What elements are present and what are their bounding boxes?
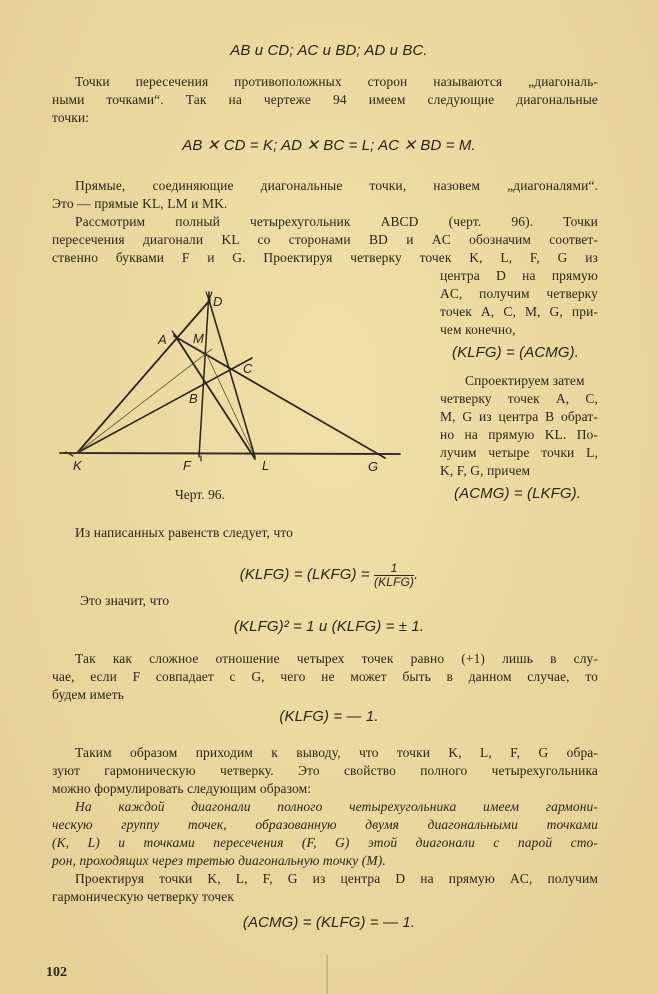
- point-label-C: C: [243, 361, 253, 376]
- paragraph-2-line-1: Прямые, соединяющие диагональные точки, назовем „диагоналями“.: [75, 178, 598, 193]
- theorem-line-3: (K, L) и точками пересечения (F, G) этой диагонали с парой сто-: [52, 835, 598, 850]
- point-label-K: K: [73, 458, 82, 473]
- point-label-L: L: [262, 458, 270, 473]
- equation-end: .: [413, 566, 419, 583]
- equation-minus-one: (KLFG) = — 1.: [279, 708, 379, 725]
- theorem-line-4: рон, проходящих через третью диагональную точку (M).: [52, 853, 386, 868]
- paragraph-6-line-1: Так как сложное отношение четырех точек равно (+1) лишь в слу-: [75, 651, 598, 666]
- paragraph-7-line-3: можно формулировать следующим образом:: [52, 781, 312, 796]
- point-label-F: F: [183, 458, 191, 473]
- paragraph-4: Из написанных равенств следует, что: [75, 525, 294, 540]
- right-col-line-5: Спроектируем затем: [465, 373, 585, 388]
- equation-left: (KLFG) = (LKFG) =: [239, 566, 375, 583]
- right-col-line-3: точек A, C, M, G, при-: [440, 304, 598, 319]
- fraction-numerator: 1: [374, 562, 414, 576]
- equation-final: (ACMG) = (KLFG) = — 1.: [242, 914, 416, 931]
- theorem-line-2: ческую группу точек, образованную двумя диагональными точками: [52, 817, 598, 832]
- page-crease: [326, 955, 328, 994]
- paragraph-7-line-2: зуют гармоническую четверку. Это свойство полного четырехугольника: [52, 763, 598, 778]
- paragraph-6-line-3: будем иметь: [52, 687, 124, 702]
- paragraph-6-line-2: чае, если F совпадает с G, чего не может быть в данном случае, то: [52, 669, 598, 684]
- line-sides-pairs: AB и CD; AC и BD; AD и BC.: [230, 42, 428, 59]
- point-label-D: D: [213, 294, 223, 309]
- paragraph-3-line-3: ственно буквами F и G. Проектируя четверку точек K, L, F, G из: [52, 250, 598, 265]
- point-label-A: A: [158, 332, 167, 347]
- right-col-line-9: лучим четыре точки L,: [440, 445, 598, 460]
- paragraph-5: Это значит, что: [80, 593, 170, 608]
- theorem-line-1: На каждой диагонали полного четырехугольника имеем гармони-: [75, 799, 598, 814]
- right-col-line-1: центра D на прямую: [440, 268, 598, 283]
- page-number: 102: [46, 965, 67, 980]
- equation-diagonal-points: AB ✕ CD = K; AD ✕ BC = L; AC ✕ BD = M.: [182, 137, 476, 154]
- paragraph-8-line-2: гармоническую четверку точек: [52, 889, 234, 904]
- paragraph-8-line-1: Проектируя точки K, L, F, G из центра D на прямую AC, получим: [75, 871, 598, 886]
- fraction: [374, 562, 414, 589]
- paragraph-1-line-2: ными точками“. Так на чертеже 94 имеем следующие диагональные: [52, 92, 598, 107]
- equation-square: (KLFG)² = 1 и (KLFG) = ± 1.: [233, 618, 425, 635]
- paragraph-3-line-2: пересечения диагонали KL со сторонами BD и AC обозначим соответ-: [52, 232, 598, 247]
- figure-caption: Черт. 96.: [175, 487, 225, 502]
- right-col-line-2: AC, получим четверку: [440, 286, 598, 301]
- paragraph-1-line-3: точки:: [52, 110, 90, 125]
- right-col-line-7: M, G из центра B обрат-: [440, 409, 598, 424]
- equation-cross-ratio-reciprocal: [0, 560, 658, 590]
- right-col-line-8: но на прямую KL. По-: [440, 427, 598, 442]
- point-label-M: M: [193, 331, 204, 346]
- right-col-line-6: четверку точек A, C,: [440, 391, 598, 406]
- point-label-G: G: [368, 459, 379, 474]
- paragraph-1-line-1: Точки пересечения противоположных сторон называются „диагональ-: [75, 74, 598, 89]
- right-col-equation-1: (KLFG) = (ACMG).: [452, 344, 580, 361]
- right-col-equation-2: (ACMG) = (LKFG).: [454, 485, 582, 502]
- right-col-line-4: чем конечно,: [440, 322, 516, 337]
- right-col-line-10: K, F, G, причем: [440, 463, 531, 478]
- fraction-denominator: (KLFG): [374, 574, 414, 589]
- point-label-B: B: [189, 391, 198, 406]
- paragraph-2-line-2: Это — прямые KL, LM и MK.: [52, 196, 228, 211]
- paragraph-3-line-1: Рассмотрим полный четырехугольник ABCD (черт. 96). Точки: [75, 214, 598, 229]
- paragraph-7-line-1: Таким образом приходим к выводу, что точки K, L, F, G обра-: [75, 745, 598, 760]
